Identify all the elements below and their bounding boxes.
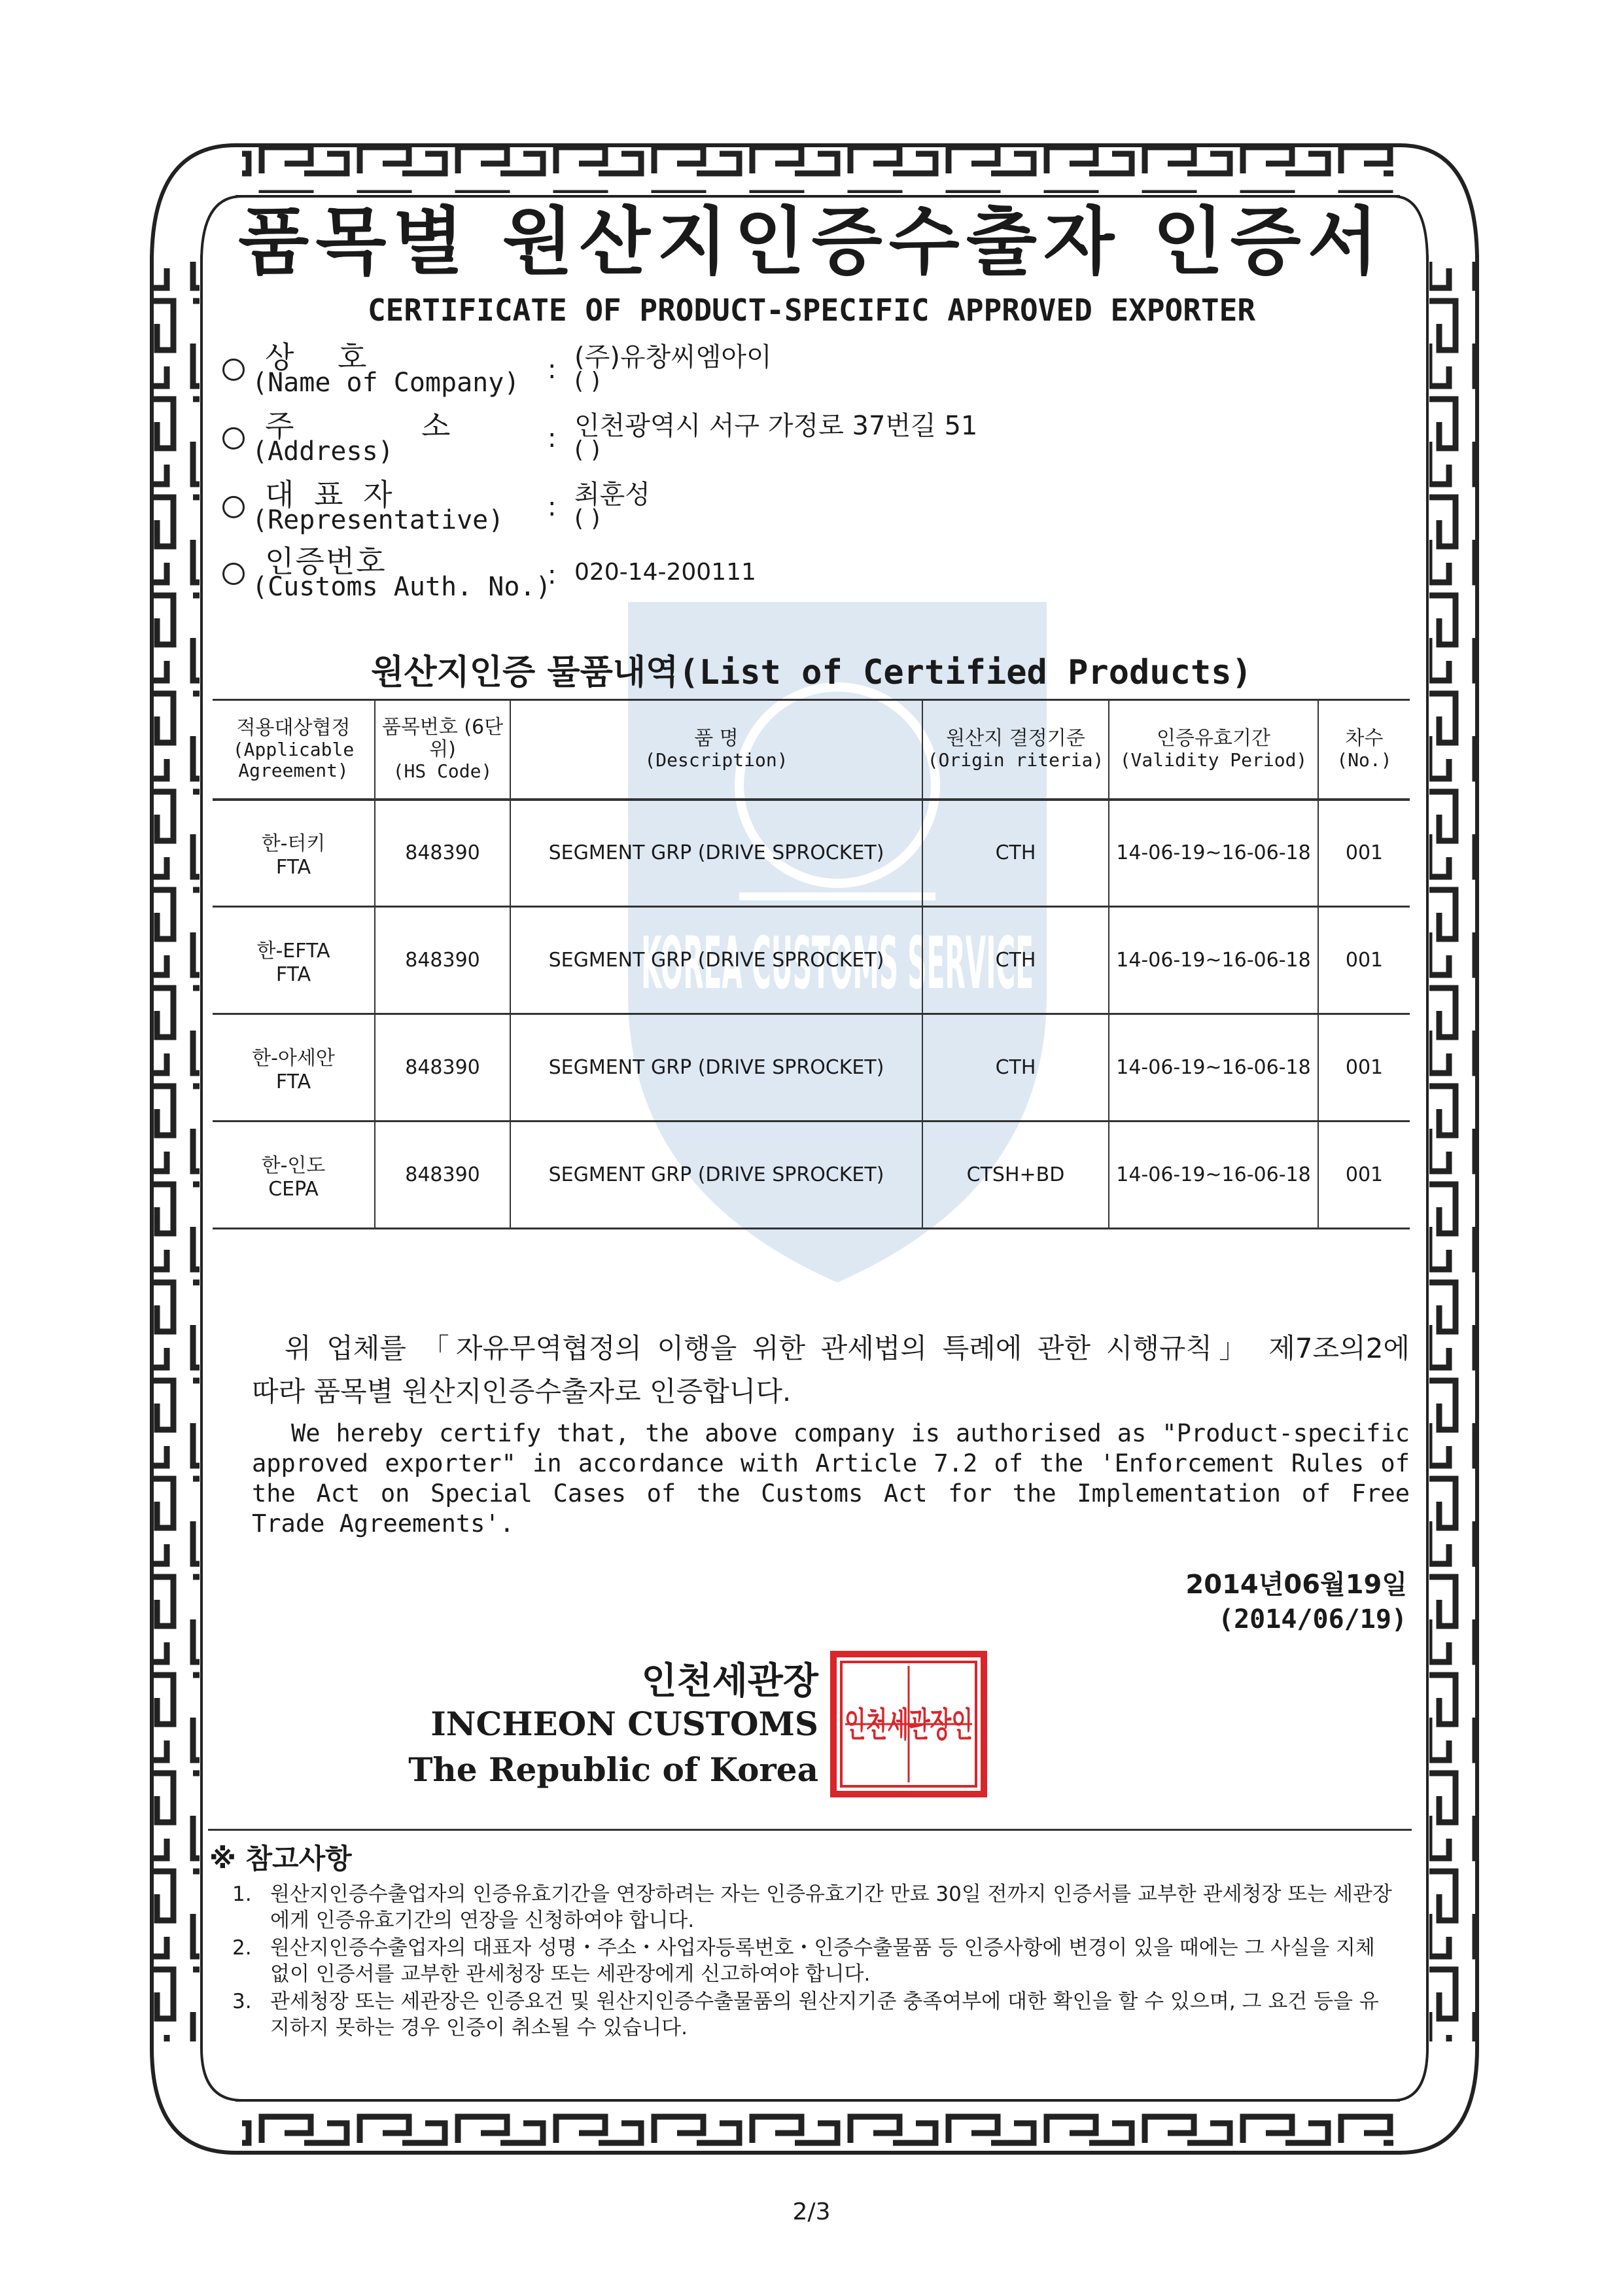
certificate-title: 품목별 원산지인증수출자 인증서: [238, 200, 1385, 285]
cell-hs-code: 848390: [375, 907, 510, 1014]
colon: :: [548, 355, 557, 385]
colon: :: [548, 560, 557, 590]
company-label-en: (Name of Company): [252, 368, 520, 398]
company-name-row: [222, 334, 1400, 406]
table-row: [213, 1014, 1410, 1122]
cell-agreement: 한-터키 FTA: [213, 800, 375, 907]
representative-value-en: ( ): [574, 505, 601, 532]
issuer-en-line2: The Republic of Korea: [408, 1750, 818, 1789]
cell-origin-criteria: CTH: [922, 907, 1109, 1014]
representative-row: [222, 471, 1400, 543]
seal-text: 인천세관장인: [845, 1706, 973, 1745]
border-right: [1429, 262, 1475, 2041]
product-list-title: [0, 645, 1623, 694]
certificate-subtitle: CERTIFICATE OF PRODUCT-SPECIFIC APPROVED EXPORTER: [367, 292, 1256, 328]
cell-origin-criteria: CTH: [922, 800, 1109, 907]
border-left: [154, 262, 200, 2041]
issuer-en-line1: INCHEON CUSTOMS: [430, 1704, 818, 1743]
page-number: 2/3: [792, 2199, 831, 2225]
company-label-ko: 상 호: [265, 340, 384, 375]
address-value-en: ( ): [574, 436, 601, 463]
auth-number-row: [222, 538, 1400, 610]
cell-number: 001: [1345, 949, 1384, 972]
list-item: 1. 원산지인증수출업자의 인증유효기간을 연장하려는 자는 인증유효기간 만료 30일 전까지 인증서를 교부한 관세청장 또는 세관장에게 인증유효기간의 연장을 신청하여야 합니다.: [232, 1882, 1392, 1932]
certification-ko-line2: 따라 품목별 원산지인증수출자로 인증합니다.: [252, 1375, 792, 1407]
certification-statement-en: We hereby certify that, the above company is authorised as "Product-specific approved exporter" in accordance with Article 7.2 of the 'Enforcement Rules of the Act on Special Cases of the Customs Act for the Implementation of Free Trade Agreements'.: [252, 1419, 1410, 1538]
representative-label-en: (Representative): [252, 505, 504, 535]
cell-number: 001: [1345, 1056, 1384, 1079]
watermark-text: KOREA CUSTOMS SERVICE: [641, 921, 1034, 1005]
representative-value: 최훈성: [574, 480, 650, 510]
table-row: [213, 907, 1410, 1014]
company-value-en: ( ): [574, 368, 601, 395]
bullet-circle-icon: [222, 359, 245, 381]
bullet-circle-icon: [222, 496, 245, 518]
address-label-en: (Address): [252, 436, 394, 467]
address-row: [222, 402, 1400, 474]
table-header-row: [213, 700, 1410, 800]
address-value: 인천광역시 서구 가정로 37번길 51: [574, 411, 978, 441]
cell-number: 001: [1345, 1163, 1384, 1186]
representative-label-ko: 대 표 자: [265, 477, 398, 512]
official-seal-stamp: [829, 1650, 988, 1798]
cell-validity-period: 14-06-19~16-06-18: [1109, 1014, 1318, 1122]
cell-description: SEGMENT GRP (DRIVE SPROCKET): [510, 1014, 922, 1122]
certification-statement-ko: [252, 1327, 1410, 1413]
notes-list: [232, 1881, 1397, 2042]
table-row: [213, 800, 1410, 907]
product-list-title-en: (List of Certified Products): [678, 653, 1252, 692]
issuer-ko: 인천세관장: [641, 1660, 818, 1703]
address-label-ko: 주 소: [265, 408, 510, 444]
cell-origin-criteria: CTH: [922, 1014, 1109, 1122]
cell-validity-period: 14-06-19~16-06-18: [1109, 1122, 1318, 1229]
bullet-circle-icon: [222, 427, 245, 450]
cell-validity-period: 14-06-19~16-06-18: [1109, 800, 1318, 907]
cell-agreement: 한-아세안 FTA: [213, 1014, 375, 1122]
list-item: 2. 원산지인증수출업자의 대표자 성명・주소・사업자등록번호・인증수출물품 등 인증사항에 변경이 있을 때에는 그 사실을 지체 없이 인증서를 교부한 관세청장 또는 세관장에게 신고하여야 합니다.: [232, 1936, 1375, 1986]
colon: :: [548, 492, 557, 522]
bullet-circle-icon: [222, 563, 245, 585]
cell-description: SEGMENT GRP (DRIVE SPROCKET): [510, 800, 922, 907]
cell-number: 001: [1345, 841, 1384, 865]
header-agreement: 적용대상협정 (Applicable Agreement): [213, 700, 375, 800]
cell-validity-period: 14-06-19~16-06-18: [1109, 907, 1318, 1014]
notes-divider: [208, 1829, 1412, 1831]
colon: :: [548, 423, 557, 453]
certified-products-table: [213, 699, 1410, 1229]
auth-number-label-ko: 인증번호: [265, 544, 387, 579]
header-validity-period: 인증유효기간 (Validity Period): [1109, 700, 1318, 800]
header-number: 차수 (No.): [1336, 727, 1392, 771]
cell-description: SEGMENT GRP (DRIVE SPROCKET): [510, 1122, 922, 1229]
list-item: 3. 관세청장 또는 세관장은 인증요건 및 원산지인증수출물품의 원산지기준 충족여부에 대한 확인을 할 수 있으며, 그 요건 등을 유지하지 못하는 경우 인증이 취소될 수 있습니다.: [232, 1990, 1379, 2040]
cell-hs-code: 848390: [375, 800, 510, 907]
header-hs-code: 품목번호 (6단위) (HS Code): [375, 700, 510, 800]
cell-agreement: 한-EFTA FTA: [213, 907, 375, 1014]
issue-date-en: (2014/06/19): [1218, 1604, 1407, 1634]
certification-ko-line1: 위 업체를 「자유무역협정의 이행을 위한 관세법의 특례에 관한 시행규칙」 제7조의2에: [285, 1332, 1410, 1364]
cell-agreement: 한-인도 CEPA: [213, 1122, 375, 1229]
issue-date-ko: 2014년06월19일: [1185, 1570, 1407, 1600]
border-bottom: [242, 2104, 1393, 2149]
header-description: 품 명 (Description): [510, 700, 922, 800]
cell-hs-code: 848390: [375, 1014, 510, 1122]
notes-title: ※ 참고사항: [209, 1843, 352, 1875]
auth-number-value: 020-14-200111: [574, 559, 756, 586]
cell-origin-criteria: CTSH+BD: [922, 1122, 1109, 1229]
cell-hs-code: 848390: [375, 1122, 510, 1229]
product-list-title-ko: 원산지인증 물품내역: [371, 653, 679, 692]
cell-description: SEGMENT GRP (DRIVE SPROCKET): [510, 907, 922, 1014]
header-origin-criteria: 원산지 결정기준 (Origin riteria): [922, 700, 1109, 800]
auth-number-label-en: (Customs Auth. No.): [252, 572, 551, 602]
company-value: (주)유창씨엠아이: [574, 342, 772, 372]
table-row: [213, 1122, 1410, 1229]
